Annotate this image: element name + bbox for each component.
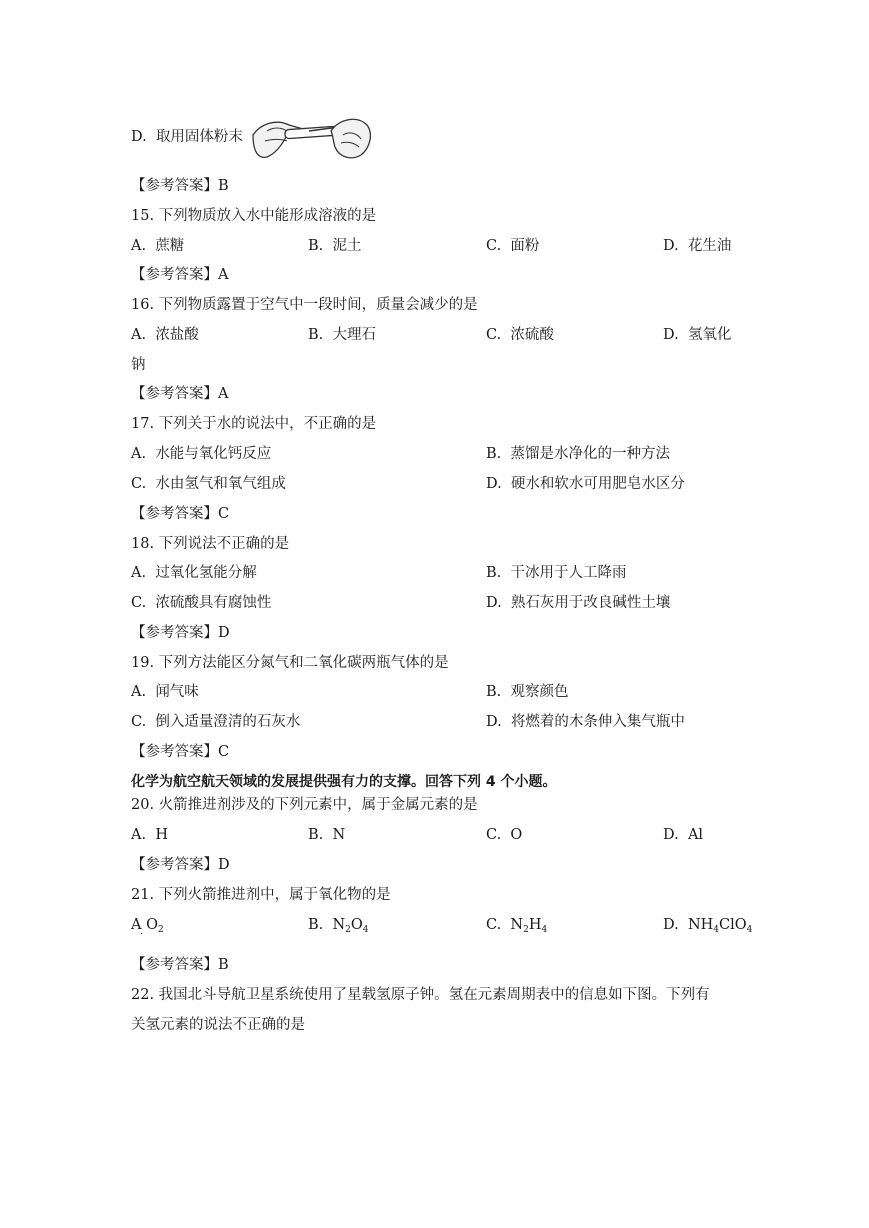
option-b: B. 泥土 [308, 238, 362, 254]
option-c: C. 浓硫酸 [486, 327, 554, 343]
option-text: 取用固体粉末 [155, 129, 243, 145]
option-d: D. $NH_4ClO_4$ [663, 917, 753, 935]
question-stem: 18. 下列说法不正确的是 [131, 536, 290, 552]
answer-line: 【参考答案】D [131, 625, 230, 641]
option-a: A. 蔗糖 [131, 238, 185, 254]
option-c: C. 倒入适量澄清的石灰水 [131, 714, 301, 730]
option-b: B. 大理石 [308, 327, 376, 343]
option-d: D. 花生油 [663, 238, 732, 254]
option-a: A. H [131, 827, 168, 843]
option-b: B. $N_2O_4$ [308, 917, 369, 935]
option-a: A. 水能与氧化钙反应 [131, 446, 272, 462]
answer-label: 【参考答案】 [131, 178, 218, 194]
question-stem: 20. 火箭推进剂涉及的下列元素中，属于金属元素的是 [131, 797, 478, 813]
stray-dot: · [140, 929, 144, 940]
answer-line: 【参考答案】C [131, 506, 230, 522]
option-d: D. Al [663, 827, 704, 843]
option-d: D. 氢氧化 [663, 327, 732, 343]
answer-line: 【参考答案】B [131, 957, 229, 973]
answer-value: B [218, 178, 229, 194]
question-stem: 15. 下列物质放入水中能形成溶液的是 [131, 208, 377, 224]
option-c: C. O [486, 827, 523, 843]
option-b: B. 干冰用于人工降雨 [486, 565, 627, 581]
option-d: D. 硬水和软水可用肥皂水区分 [486, 476, 685, 492]
option-c: C. 浓硫酸具有腐蚀性 [131, 595, 272, 611]
section-heading: 化学为航空航天领域的发展提供强有力的支撑。回答下列 4 个小题。 [131, 774, 557, 790]
question-stem: 16. 下列物质露置于空气中一段时间，质量会减少的是 [131, 297, 478, 313]
option-d: D. 熟石灰用于改良碱性土壤 [486, 595, 671, 611]
question-stem: 19. 下列方法能区分氮气和二氧化碳两瓶气体的是 [131, 655, 449, 671]
option-a: A. 闻气味 [131, 684, 199, 700]
answer-line [131, 176, 229, 196]
answer-line: 【参考答案】A [131, 267, 229, 283]
option-b: B. 蒸馏是水净化的一种方法 [486, 446, 670, 462]
option-a: A $O_2$ [131, 917, 164, 935]
option-d: D. 将燃着的木条伸入集气瓶中 [486, 714, 685, 730]
question-stem: 17. 下列关于水的说法中，不正确的是 [131, 416, 377, 432]
answer-line: 【参考答案】D [131, 857, 230, 873]
q14-option-d [131, 127, 243, 147]
option-label: D. [131, 129, 147, 145]
option-c: C. 面粉 [486, 238, 540, 254]
answer-line: 【参考答案】A [131, 386, 229, 402]
option-a: A. 浓盐酸 [131, 327, 199, 343]
question-stem: 21. 下列火箭推进剂中，属于氧化物的是 [131, 887, 391, 903]
answer-line: 【参考答案】C [131, 744, 230, 760]
question-stem-continued: 关氢元素的说法不正确的是 [131, 1017, 305, 1033]
option-a: A. 过氧化氢能分解 [131, 565, 257, 581]
hands-test-tube-illustration [247, 113, 375, 163]
option-wrap: 钠 [131, 357, 146, 373]
option-c: C. $N_2H_4$ [486, 917, 548, 935]
option-c: C. 水由氢气和氧气组成 [131, 476, 286, 492]
question-stem: 22. 我国北斗导航卫星系统使用了星载氢原子钟。氢在元素周期表中的信息如下图。下列有 [131, 987, 710, 1003]
option-b: B. N [308, 827, 346, 843]
option-b: B. 观察颜色 [486, 684, 569, 700]
